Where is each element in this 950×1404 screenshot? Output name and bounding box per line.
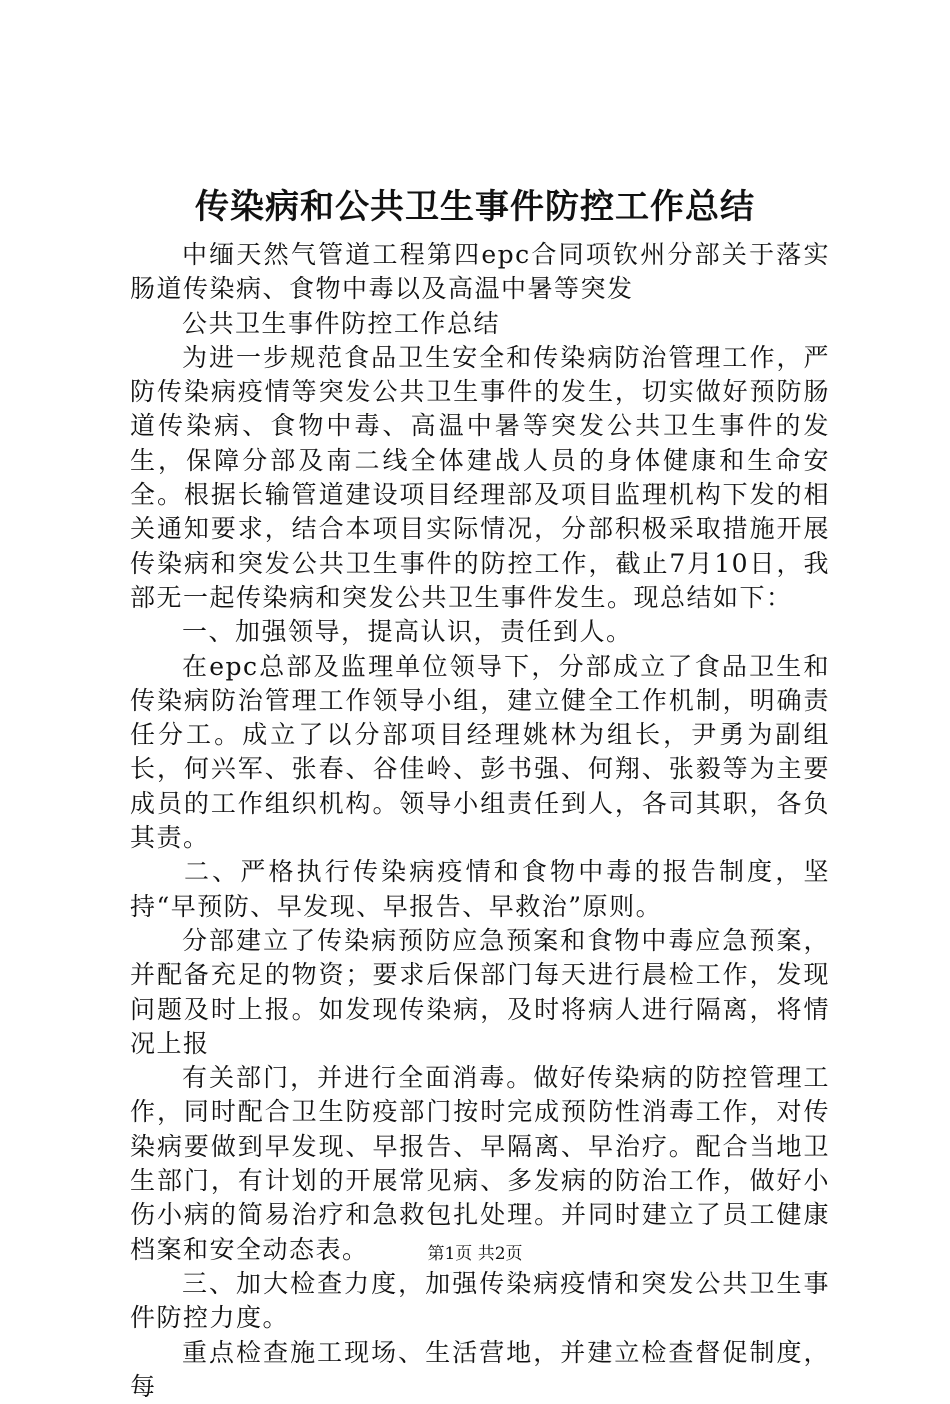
- page-number-footer: 第1页 共2页: [0, 1242, 950, 1266]
- paragraph-intro: 中缅天然气管道工程第四epc合同项钦州分部关于落实肠道传染病、食物中毒以及高温中暑等突发: [130, 238, 830, 307]
- document-title: 传染病和公共卫生事件防控工作总结: [0, 185, 950, 229]
- section-heading-2: 二、严格执行传染病疫情和食物中毒的报告制度，坚持“早预防、早发现、早报告、早救治”原则。: [130, 855, 830, 924]
- paragraph-subtitle: 公共卫生事件防控工作总结: [130, 307, 830, 341]
- paragraph-section-2b: 有关部门，并进行全面消毒。做好传染病的防控管理工作，同时配合卫生防疫部门按时完成预防性消毒工作，对传染病要做到早发现、早报告、早隔离、早治疗。配合当地卫生部门，有计划的开展常见病、多发病的防治工作，做好小伤小病的简易治疗和急救包扎处理。并同时建立了员工健康档案和安全动态表。: [130, 1061, 830, 1267]
- paragraph-section-3: 重点检查施工现场、生活营地，并建立检查督促制度，每: [130, 1336, 830, 1404]
- paragraph-purpose: 为进一步规范食品卫生安全和传染病防治管理工作，严防传染病疫情等突发公共卫生事件的发生，切实做好预防肠道传染病、食物中毒、高温中暑等突发公共卫生事件的发生，保障分部及南二线全体建战人员的身体健康和生命安全。根据长输管道建设项目经理部及项目监理机构下发的相关通知要求，结合本项目实际情况，分部积极采取措施开展传染病和突发公共卫生事件的防控工作，截止7月10日，我部无一起传染病和突发公共卫生事件发生。现总结如下：: [130, 341, 830, 615]
- paragraph-section-1: 在epc总部及监理单位领导下，分部成立了食品卫生和传染病防治管理工作领导小组，建立健全工作机制，明确责任分工。成立了以分部项目经理姚林为组长，尹勇为副组长，何兴军、张春、谷佳岭、彭书强、何翔、张毅等为主要成员的工作组织机构。领导小组责任到人，各司其职，各负其责。: [130, 650, 830, 856]
- document-body: [130, 238, 830, 1404]
- paragraph-section-2a: 分部建立了传染病预防应急预案和食物中毒应急预案，并配备充足的物资；要求后保部门每天进行晨检工作，发现问题及时上报。如发现传染病，及时将病人进行隔离，将情况上报: [130, 924, 830, 1061]
- section-heading-1: 一、加强领导，提高认识，责任到人。: [130, 615, 830, 649]
- section-heading-3: 三、加大检查力度，加强传染病疫情和突发公共卫生事件防控力度。: [130, 1267, 830, 1336]
